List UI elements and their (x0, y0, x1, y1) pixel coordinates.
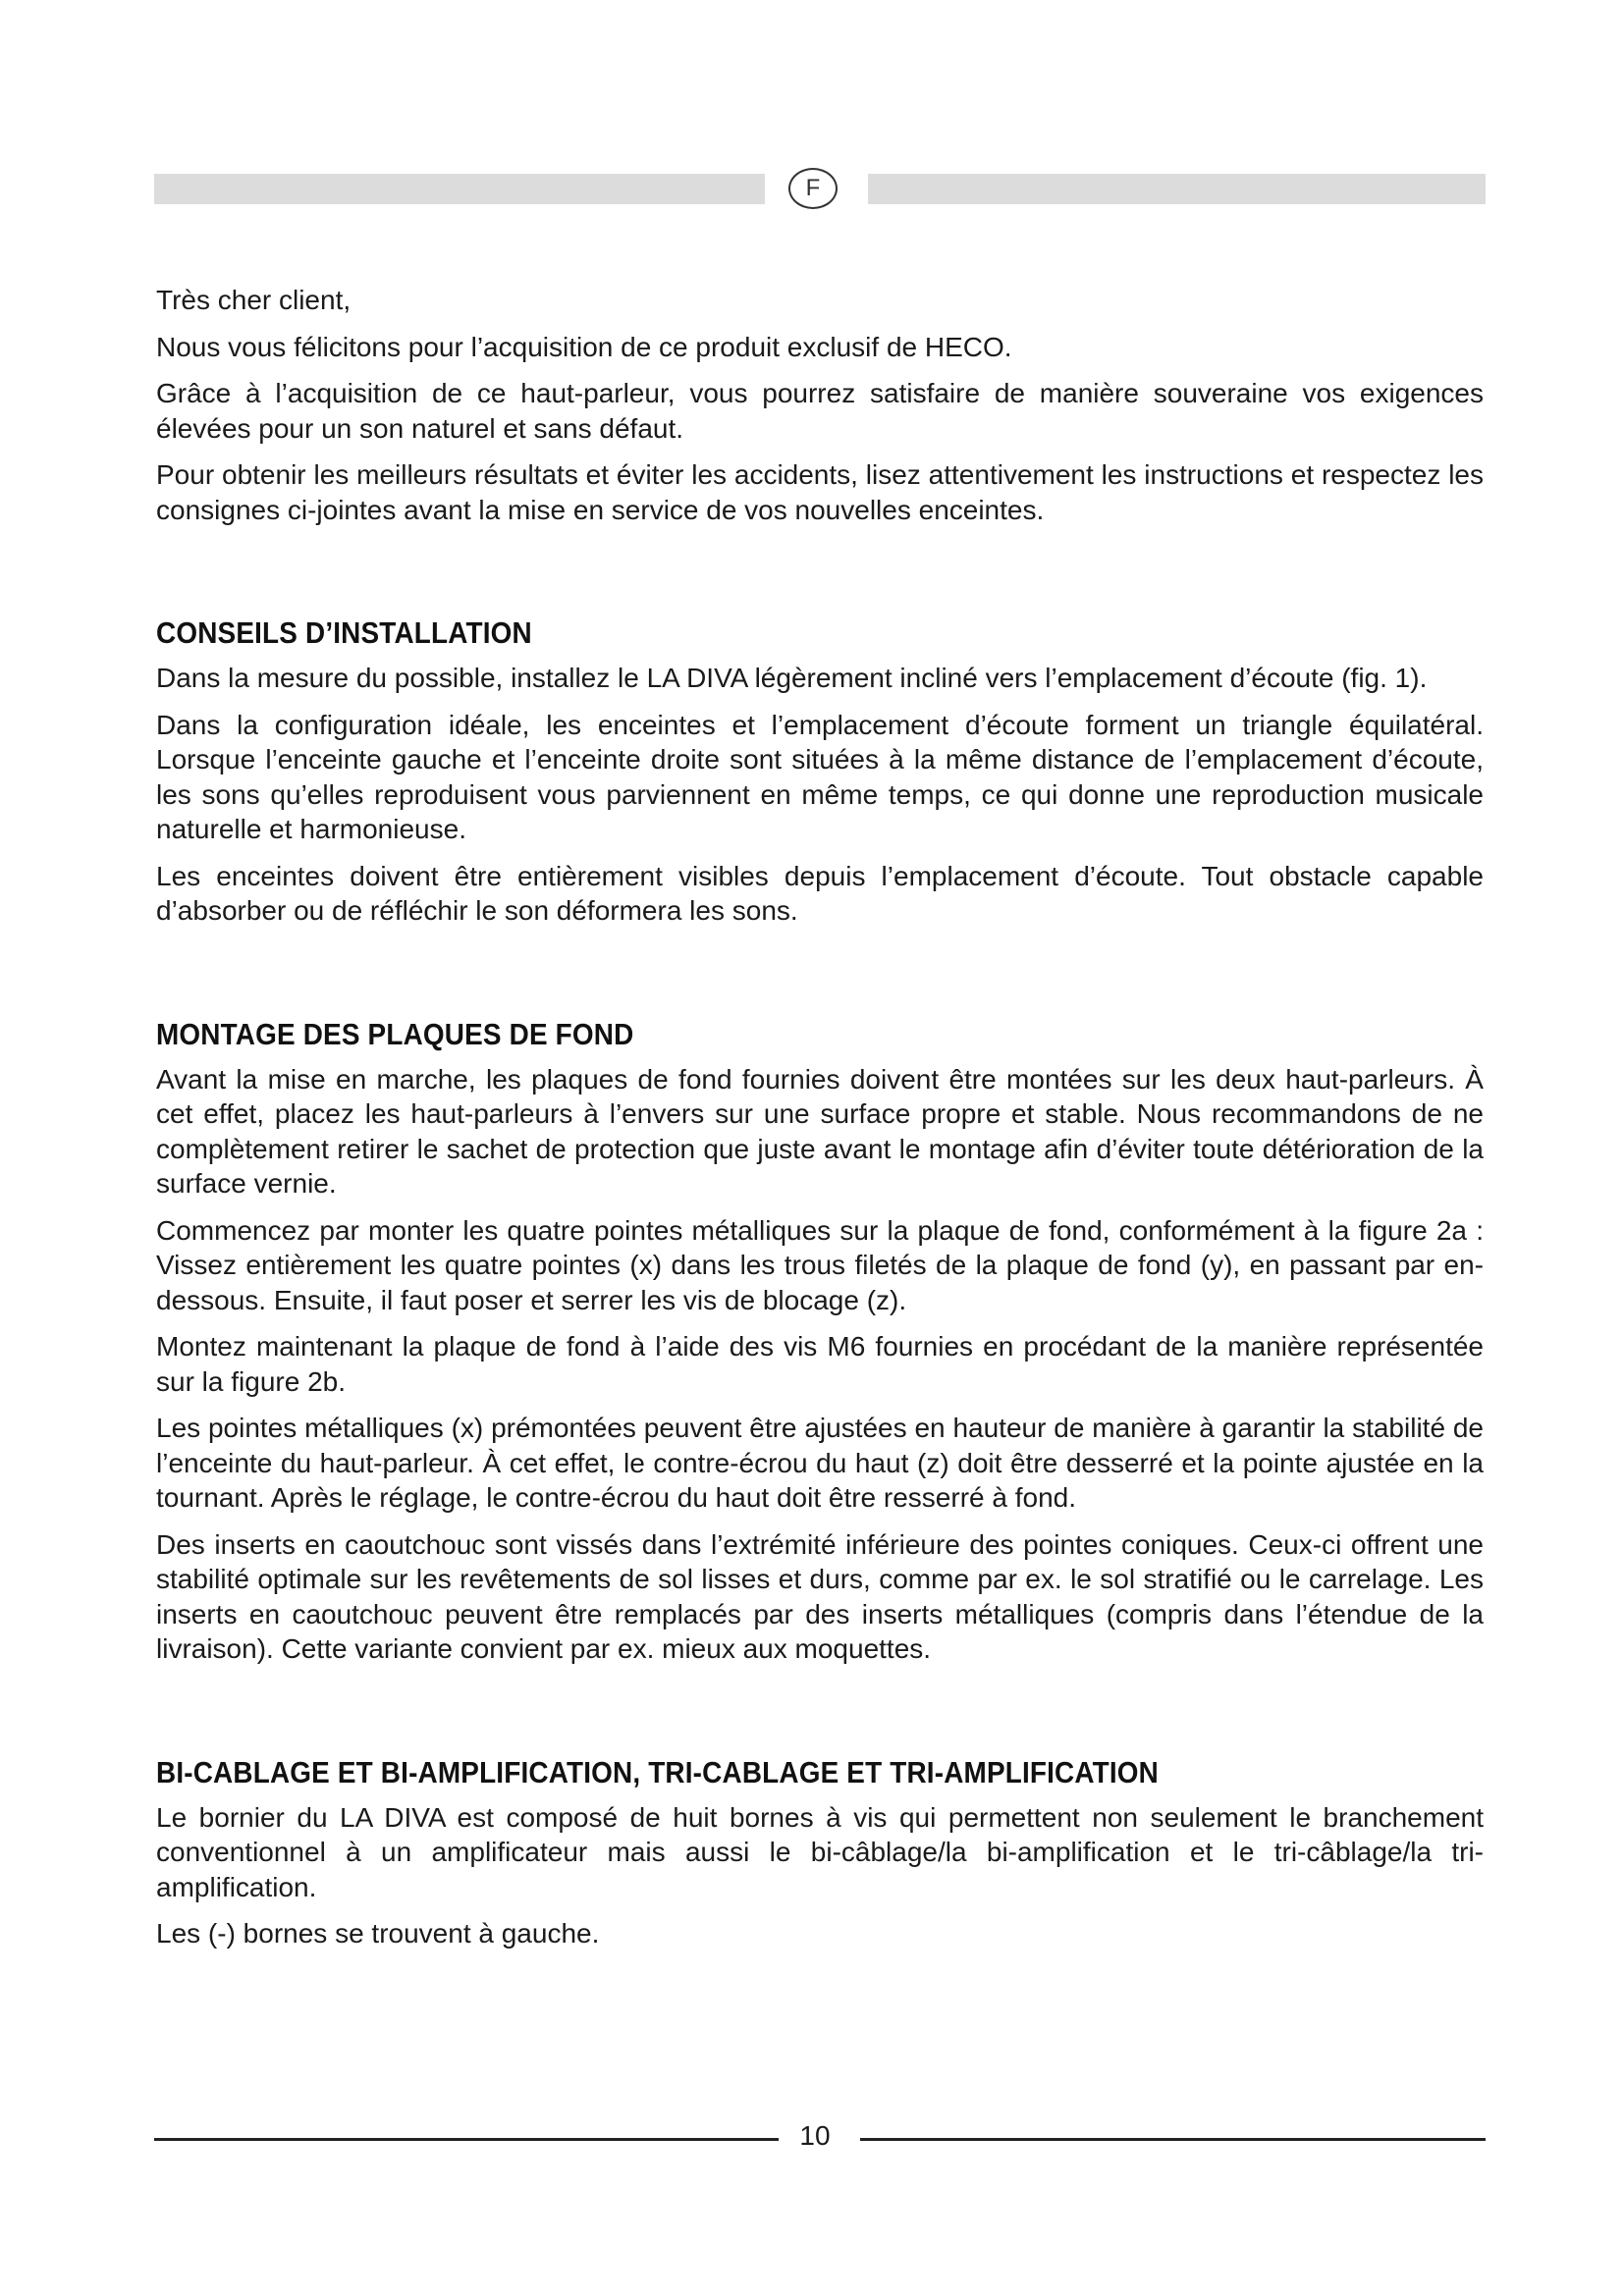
section-title: CONSEILS D’INSTALLATION (156, 615, 532, 650)
intro-greeting: Très cher client, (156, 285, 352, 315)
section-paragraph: Les enceintes doivent être entièrement visibles depuis l’emplacement d’écoute. Tout obstacle capable d’absorber ou de réfléchir le son déformera les sons. (156, 860, 1484, 926)
section-paragraph: Les (-) bornes se trouvent à gauche. (156, 1918, 600, 1949)
section-paragraph: Dans la mesure du possible, installez le LA DIVA légèrement incliné vers l’emplacement d’écoute (fig. 1). (156, 663, 1428, 693)
footer-rule-left (154, 2138, 779, 2141)
page-number: 10 (799, 2120, 831, 2151)
section-paragraph: Avant la mise en marche, les plaques de fond fournies doivent être montées sur les deux haut-parleurs. À cet effet, placez les haut-parleurs à l’envers sur une surface propre et stable. Nous recommandons de ne complètement retirer le sachet de protection que juste avant le montage afin d’éviter toute détérioration de la surface vernie. (156, 1063, 1484, 1199)
section-title: MONTAGE DES PLAQUES DE FOND (156, 1016, 634, 1051)
section-title: BI-CABLAGE ET BI-AMPLIFICATION, TRI-CABLAGE ET TRI-AMPLIFICATION (156, 1754, 1159, 1789)
section-bottom-plates (156, 1015, 1484, 1667)
intro-paragraph: Nous vous félicitons pour l’acquisition de ce produit exclusif de HECO. (156, 331, 1012, 362)
section-paragraph: Le bornier du LA DIVA est composé de huit bornes à vis qui permettent non seulement le branchement conventionnel à un amplificateur mais aussi le bi-câblage/la bi-amplification et le tri-câblage/la tri-amplification. (156, 1801, 1484, 1902)
intro-paragraph: Pour obtenir les meilleurs résultats et éviter les accidents, lisez attentivement les instructions et respectez les consignes ci-jointes avant la mise en service de vos nouvelles enceintes. (156, 459, 1484, 525)
section-installation (156, 614, 1484, 929)
section-bi-wiring (156, 1753, 1484, 1951)
intro-paragraph: Grâce à l’acquisition de ce haut-parleur, vous pourrez satisfaire de manière souveraine vos exigences élevées pour un son naturel et sans défaut. (156, 378, 1484, 444)
header-bar-left (154, 174, 765, 204)
section-paragraph: Des inserts en caoutchouc sont vissés dans l’extrémité inférieure des pointes coniques. Ceux-ci offrent une stabilité optimale sur les revêtements de sol lisses et durs, comme par ex. le sol stratifié ou le carrelage. Les inserts en caoutchouc peuvent être remplacés par des inserts métalliques (compris dans l’étendue de la livraison). Cette variante convient par ex. mieux aux moquettes. (156, 1528, 1484, 1664)
language-badge: F (788, 168, 838, 209)
section-paragraph: Commencez par monter les quatre pointes métalliques sur la plaque de fond, conformément à la figure 2a : Vissez entièrement les quatre pointes (x) dans les trous filetés de la plaque de fond (y), en passant par en-dessous. Ensuite, il faut poser et serrer les vis de blocage (z). (156, 1214, 1484, 1315)
intro (156, 283, 1484, 527)
section-paragraph: Les pointes métalliques (x) prémontées peuvent être ajustées en hauteur de manière à garantir la stabilité de l’enceinte du haut-parleur. À cet effet, le contre-écrou du haut (z) doit être desserré et la pointe ajustée en la tournant. Après le réglage, le contre-écrou du haut doit être resserré à fond. (156, 1413, 1484, 1513)
section-paragraph: Montez maintenant la plaque de fond à l’aide des vis M6 fournies en procédant de la manière représentée sur la figure 2b. (156, 1331, 1484, 1397)
page-content (156, 283, 1484, 1963)
header-bar-right (868, 174, 1486, 204)
footer-rule-right (860, 2138, 1486, 2141)
section-paragraph: Dans la configuration idéale, les enceintes et l’emplacement d’écoute forment un triangle équilatéral. Lorsque l’enceinte gauche et l’enceinte droite sont situées à la même distance de l’emplacement d’écoute, les sons qu’elles reproduisent vous parviennent en même temps, ce qui donne une reproduction musicale naturelle et harmonieuse. (156, 709, 1484, 844)
